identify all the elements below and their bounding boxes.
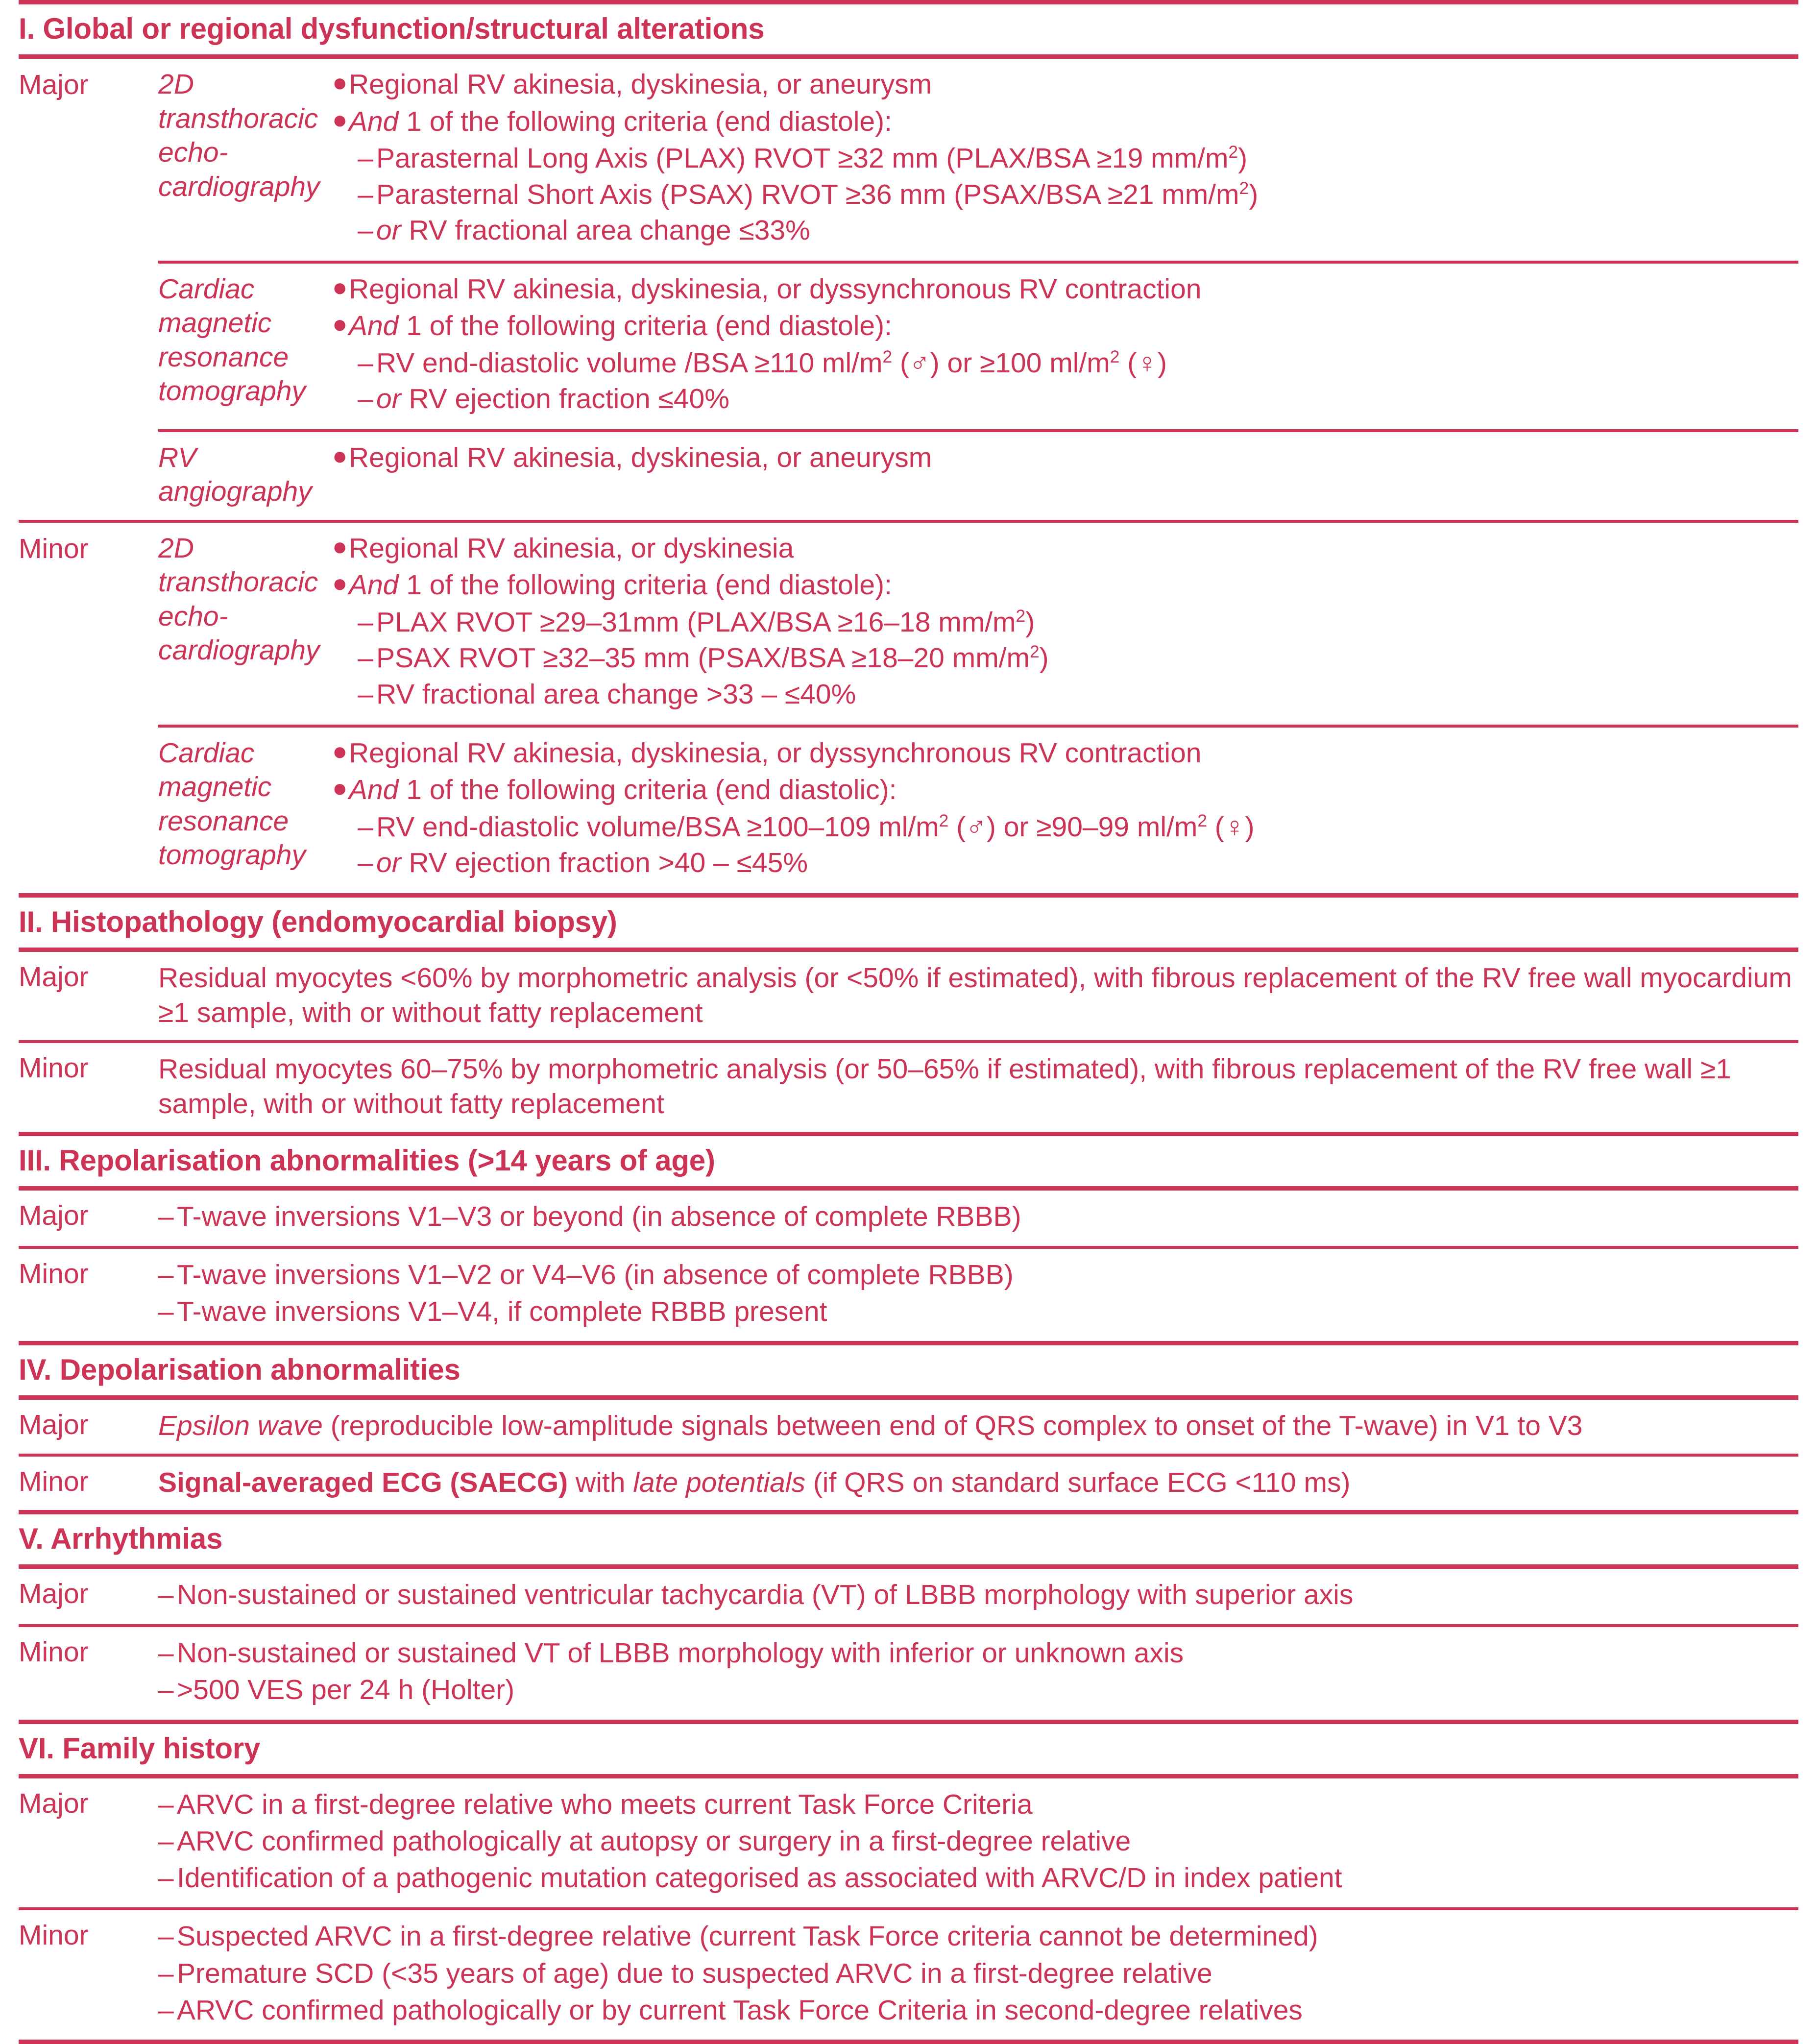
section-heading: VI. Family history	[19, 1731, 261, 1765]
dash-text: T-wave inversions V1–V2 or V4–V6 (in absence of complete RBBB)	[177, 1259, 1014, 1290]
criteria-row	[19, 1910, 1798, 2040]
section-heading: III. Repolarisation abnormalities (>14 years of age)	[19, 1144, 715, 1177]
dash-icon: –	[158, 1200, 174, 1232]
criteria-cell	[158, 1199, 1798, 1236]
criteria-dash-item	[158, 1993, 1798, 2028]
criteria-dash-item	[358, 678, 1798, 712]
criteria-bullet	[332, 441, 1798, 475]
bullet-text: And 1 of the following criteria (end diastole):	[349, 105, 892, 137]
criteria-bullet	[332, 309, 1798, 343]
dash-icon: –	[358, 847, 373, 879]
bullet-icon: ●	[332, 105, 348, 134]
section-heading: V. Arrhythmias	[19, 1522, 223, 1555]
criteria-row	[19, 1249, 1798, 1341]
dash-text: Non-sustained or sustained ventricular tachycardia (VT) of LBBB morphology with superior axis	[177, 1579, 1354, 1610]
criteria-dash-item	[158, 1673, 1798, 1707]
section-rule-top	[19, 893, 1798, 898]
dash-text: ARVC confirmed pathologically or by current Task Force Criteria in second-degree relatives	[177, 1994, 1303, 2026]
dash-text: or RV ejection fraction ≤40%	[376, 383, 729, 415]
dash-text: T-wave inversions V1–V4, if complete RBBB present	[177, 1296, 827, 1328]
dash-text: RV fractional area change >33 – ≤40%	[376, 678, 856, 710]
section-rule-under-heading	[19, 1186, 1798, 1191]
criteria-bullet	[332, 532, 1798, 566]
criteria-dash-item	[158, 1861, 1798, 1896]
modality-row	[158, 728, 1798, 893]
bullet-text: Regional RV akinesia, dyskinesia, or aneurysm	[349, 441, 932, 473]
section-heading: II. Histopathology (endomyocardial biopsy)	[19, 905, 617, 938]
bullet-icon: ●	[332, 774, 348, 803]
dash-icon: –	[158, 1259, 174, 1290]
criteria-row	[19, 952, 1798, 1041]
section-rule-top	[19, 1341, 1798, 1345]
criteria-dash-item	[358, 382, 1798, 416]
section-rule-under-heading	[19, 54, 1798, 59]
criteria-dash-item	[158, 1294, 1798, 1329]
criteria-row	[19, 1569, 1798, 1624]
criteria-dash-item	[158, 1636, 1798, 1671]
dash-text: Identification of a pathogenic mutation categorised as associated with ARVC/D in index patient	[177, 1862, 1342, 1894]
criteria-cell: Residual myocytes 60–75% by morphometric analysis (or 50–65% if estimated), with fibrous replacement of the RV free wall ≥1 sample, with or without fatty replacement	[158, 1053, 1732, 1120]
grade-label: Minor	[19, 1465, 89, 1497]
dash-text: ARVC in a first-degree relative who meets current Task Force Criteria	[177, 1788, 1033, 1820]
criteria-dash-item	[358, 214, 1798, 248]
criteria-dash-item	[158, 1824, 1798, 1859]
dash-icon: –	[358, 811, 373, 843]
dash-icon: –	[358, 678, 373, 710]
dash-icon: –	[158, 1921, 174, 1952]
dash-icon: –	[358, 347, 373, 379]
section-rule-top	[19, 1132, 1798, 1136]
criteria-dash-item	[358, 606, 1798, 640]
criteria-bullet	[332, 105, 1798, 139]
grade-label: Major	[19, 1787, 89, 1819]
criteria-cell	[158, 1919, 1798, 2030]
criteria-cell	[332, 68, 1798, 250]
dash-icon: –	[158, 1994, 174, 2026]
dash-text: or RV ejection fraction >40 – ≤45%	[376, 847, 808, 879]
bullet-icon: ●	[332, 69, 348, 97]
criteria-dash-item	[358, 178, 1798, 212]
criteria-cell	[332, 272, 1798, 418]
dash-text: Suspected ARVC in a first-degree relative (current Task Force criteria cannot be determined)	[177, 1921, 1318, 1952]
dash-icon: –	[158, 1825, 174, 1857]
criteria-cell	[332, 736, 1798, 882]
criteria-dash-item	[158, 1578, 1798, 1612]
section-rule-under-heading	[19, 1774, 1798, 1778]
modality-name: RV angiography	[158, 441, 312, 508]
dash-text: Premature SCD (<35 years of age) due to suspected ARVC in a first-degree relative	[177, 1957, 1212, 1989]
criteria-dash-item	[358, 142, 1798, 176]
grade-label: Minor	[19, 1636, 89, 1668]
criteria-dash-item	[158, 1787, 1798, 1822]
modality-row	[158, 59, 1798, 261]
criteria-dash-item	[158, 1956, 1798, 1991]
dash-icon: –	[158, 1579, 174, 1610]
criteria-dash-item	[158, 1199, 1798, 1234]
section-rule-top	[19, 1720, 1798, 1724]
modality-name: Cardiac magnetic resonance tomography	[158, 737, 306, 871]
dash-icon: –	[158, 1862, 174, 1894]
dash-text: >500 VES per 24 h (Holter)	[177, 1674, 515, 1706]
modality-name: Cardiac magnetic resonance tomography	[158, 273, 306, 407]
criteria-row	[19, 523, 1798, 893]
criteria-cell	[332, 441, 1798, 478]
dash-text: RV end-diastolic volume /BSA ≥110 $ml/m^2$ (♂) or ≥100 $ml/m^2$ (♀)	[376, 347, 1167, 379]
criteria-row	[19, 1778, 1798, 1908]
criteria-bullet	[332, 68, 1798, 102]
dash-text: T-wave inversions V1–V3 or beyond (in absence of complete RBBB)	[177, 1200, 1021, 1232]
grade-label: Minor	[19, 1920, 89, 1951]
criteria-cell	[158, 1258, 1798, 1332]
section-rule-top	[19, 1510, 1798, 1514]
bullet-text: And 1 of the following criteria (end diastole):	[349, 569, 892, 601]
criteria-cell	[158, 1787, 1798, 1898]
criteria-row	[19, 1457, 1798, 1510]
section-heading: IV. Depolarisation abnormalities	[19, 1353, 460, 1387]
dash-text: or RV fractional area change ≤33%	[376, 215, 810, 246]
dash-icon: –	[358, 642, 373, 674]
dash-text: Parasternal Long Axis (PLAX) RVOT ≥32 mm (PLAX/BSA ≥19 $mm/m^2$)	[376, 143, 1248, 174]
modality-row	[158, 523, 1798, 725]
dash-icon: –	[158, 1788, 174, 1820]
grade-label: Minor	[19, 1258, 89, 1290]
criteria-cell	[158, 1578, 1798, 1614]
criteria-row	[19, 1043, 1798, 1132]
saecg-term: Signal-averaged ECG (SAECG)	[158, 1466, 568, 1498]
criteria-bullet	[332, 568, 1798, 603]
criteria-dash-item	[158, 1919, 1798, 1954]
table-rule-bottom	[19, 2040, 1798, 2044]
criteria-dash-item	[358, 641, 1798, 676]
dash-icon: –	[358, 215, 373, 246]
criteria-bullet	[332, 272, 1798, 307]
criteria-cell	[332, 532, 1798, 714]
dash-text: Parasternal Short Axis (PSAX) RVOT ≥36 mm (PSAX/BSA ≥21 $mm/m^2$)	[376, 178, 1259, 210]
bullet-text: Regional RV akinesia, dyskinesia, or dyssynchronous RV contraction	[349, 273, 1202, 305]
criteria-cell: Residual myocytes <60% by morphometric analysis (or <50% if estimated), with fibrous replacement of the RV free wall myocardium ≥1 sample, with or without fatty replacement	[158, 962, 1792, 1028]
criteria-bullet	[332, 773, 1798, 807]
dash-icon: –	[158, 1957, 174, 1989]
bullet-text: And 1 of the following criteria (end diastole):	[349, 310, 892, 342]
criteria-cell	[158, 1636, 1798, 1710]
grade-label: Major	[19, 1578, 89, 1609]
section-rule-under-heading	[19, 948, 1798, 952]
criteria-row	[19, 1191, 1798, 1246]
criteria-row	[19, 59, 1798, 520]
criteria-dash-item	[358, 346, 1798, 381]
bullet-text: And 1 of the following criteria (end diastolic):	[349, 774, 897, 806]
modality-group	[158, 59, 1798, 520]
bullet-icon: ●	[332, 441, 348, 470]
dash-icon: –	[158, 1296, 174, 1328]
epsilon-wave-term: Epsilon wave	[158, 1410, 323, 1442]
dash-text: PSAX RVOT ≥32–35 mm (PSAX/BSA ≥18–20 $mm/m^2$)	[376, 642, 1049, 674]
criteria-bullet	[332, 736, 1798, 771]
section-rule-under-heading	[19, 1395, 1798, 1400]
modality-name: 2D transthoracic echo- cardiography	[158, 532, 320, 666]
modality-row	[158, 264, 1798, 429]
modality-group	[158, 523, 1798, 893]
criteria-dash-item	[358, 810, 1798, 845]
grade-label: Major	[19, 961, 89, 993]
bullet-icon: ●	[332, 569, 348, 598]
dash-icon: –	[358, 143, 373, 174]
grade-label: Major	[19, 69, 89, 100]
late-potentials-term: late potentials	[633, 1466, 805, 1498]
grade-label: Minor	[19, 1052, 89, 1084]
bullet-icon: ●	[332, 737, 348, 766]
criteria-dash-item	[158, 1258, 1798, 1292]
modality-row	[158, 432, 1798, 520]
criteria-cell: Signal-averaged ECG (SAECG) with late potentials (if QRS on standard surface ECG <110 ms)	[158, 1466, 1351, 1498]
dash-text: Non-sustained or sustained VT of LBBB morphology with inferior or unknown axis	[177, 1637, 1184, 1669]
grade-label: Minor	[19, 533, 89, 564]
dash-icon: –	[358, 178, 373, 210]
dash-icon: –	[358, 383, 373, 415]
dash-text: PLAX RVOT ≥29–31mm (PLAX/BSA ≥16–18 $mm/m^2$)	[376, 606, 1035, 638]
criteria-cell: Epsilon wave (reproducible low-amplitude signals between end of QRS complex to onset of the T-wave) in V1 to V3	[158, 1410, 1583, 1442]
bullet-icon: ●	[332, 310, 348, 339]
criteria-dash-item	[358, 846, 1798, 880]
grade-label: Major	[19, 1409, 89, 1441]
dash-text: ARVC confirmed pathologically at autopsy or surgery in a first-degree relative	[177, 1825, 1131, 1857]
dash-icon: –	[158, 1674, 174, 1706]
dash-icon: –	[358, 606, 373, 638]
bullet-text: Regional RV akinesia, or dyskinesia	[349, 532, 794, 564]
bullet-text: Regional RV akinesia, dyskinesia, or aneurysm	[349, 69, 932, 100]
modality-name: 2D transthoracic echo- cardiography	[158, 69, 320, 202]
section-rule-top	[19, 0, 1798, 4]
bullet-icon: ●	[332, 532, 348, 561]
bullet-text: Regional RV akinesia, dyskinesia, or dyssynchronous RV contraction	[349, 737, 1202, 769]
dash-text: RV end-diastolic volume/BSA ≥100–109 $ml/m^2$ (♂) or ≥90–99 $ml/m^2$ (♀)	[376, 811, 1255, 843]
dash-icon: –	[158, 1637, 174, 1669]
section-rule-under-heading	[19, 1564, 1798, 1569]
criteria-row	[19, 1400, 1798, 1453]
criteria-row	[19, 1627, 1798, 1720]
bullet-icon: ●	[332, 273, 348, 302]
grade-label: Major	[19, 1199, 89, 1231]
section-heading: I. Global or regional dysfunction/structural alterations	[19, 12, 765, 45]
